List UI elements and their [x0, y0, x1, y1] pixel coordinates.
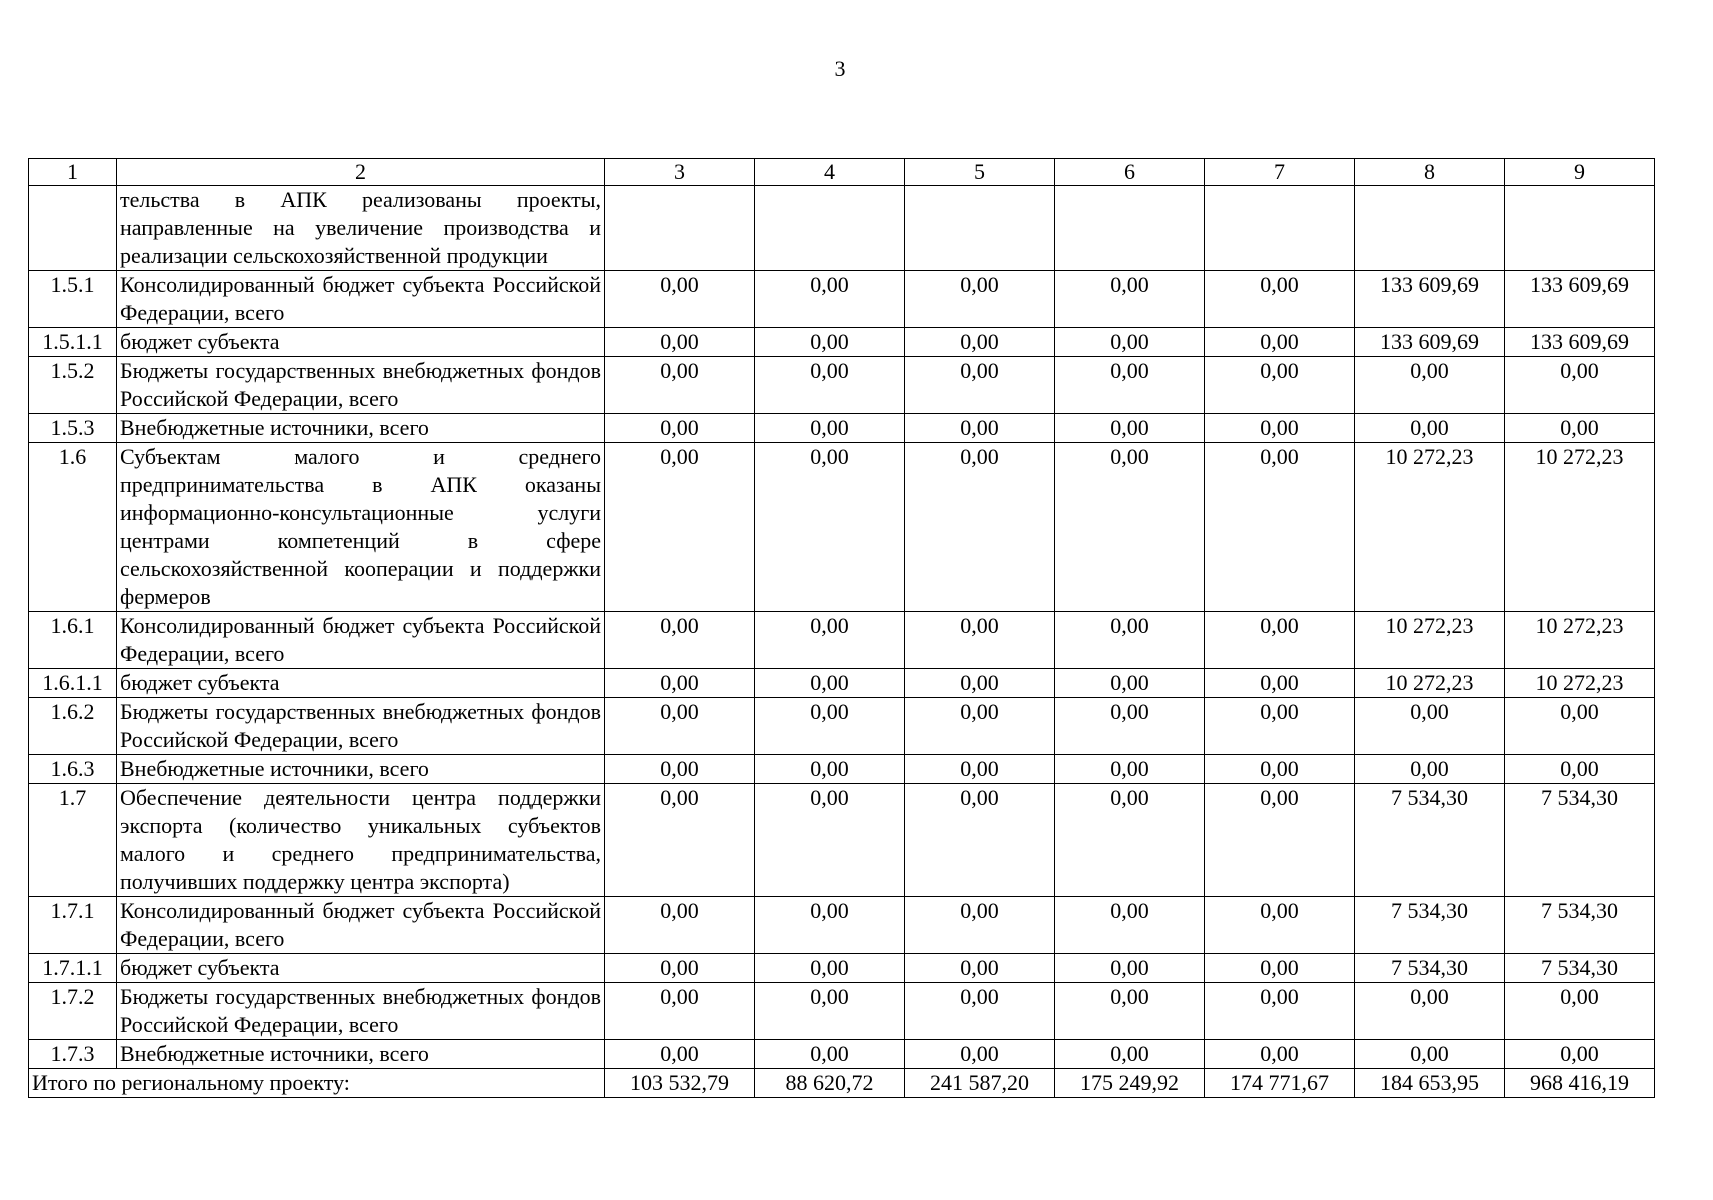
value-cell: 0,00	[755, 271, 905, 328]
value-cell: 0,00	[1055, 954, 1205, 983]
row-number-cell: 1.6.1.1	[29, 669, 117, 698]
value-cell: 133 609,69	[1505, 328, 1655, 357]
value-cell: 0,00	[905, 897, 1055, 954]
header-cell: 7	[1205, 159, 1355, 186]
value-cell: 0,00	[1055, 983, 1205, 1040]
value-cell: 0,00	[905, 443, 1055, 612]
value-cell: 0,00	[1355, 414, 1505, 443]
value-cell: 0,00	[1505, 414, 1655, 443]
header-cell: 6	[1055, 159, 1205, 186]
budget-table-body	[29, 159, 1655, 1098]
header-cell: 4	[755, 159, 905, 186]
value-cell: 0,00	[605, 897, 755, 954]
table-row	[29, 612, 1655, 669]
value-cell: 133 609,69	[1355, 328, 1505, 357]
table-row	[29, 698, 1655, 755]
row-name-cell: Субъектам малого и среднего предпринимательства в АПК оказаны информационно-консультационные услуги центрами компетенций в сфере сельскохозяйственной кооперации и поддержки фермеров	[117, 443, 605, 612]
value-cell: 0,00	[1355, 698, 1505, 755]
value-cell: 0,00	[905, 271, 1055, 328]
table-row	[29, 443, 1655, 612]
header-cell: 3	[605, 159, 755, 186]
value-cell: 10 272,23	[1505, 443, 1655, 612]
row-number-cell: 1.5.1	[29, 271, 117, 328]
value-cell: 0,00	[905, 954, 1055, 983]
table-row	[29, 328, 1655, 357]
value-cell: 0,00	[905, 1040, 1055, 1069]
value-cell: 0,00	[605, 612, 755, 669]
table-row	[29, 897, 1655, 954]
value-cell	[1055, 186, 1205, 271]
value-cell: 10 272,23	[1355, 443, 1505, 612]
value-cell: 0,00	[755, 357, 905, 414]
value-cell: 7 534,30	[1505, 784, 1655, 897]
value-cell: 7 534,30	[1505, 897, 1655, 954]
value-cell: 0,00	[755, 954, 905, 983]
row-name-cell: Внебюджетные источники, всего	[117, 1040, 605, 1069]
header-cell: 8	[1355, 159, 1505, 186]
row-number-cell: 1.5.3	[29, 414, 117, 443]
value-cell: 0,00	[755, 698, 905, 755]
value-cell: 7 534,30	[1355, 897, 1505, 954]
value-cell	[1205, 186, 1355, 271]
value-cell: 10 272,23	[1355, 612, 1505, 669]
value-cell: 0,00	[755, 414, 905, 443]
table-row	[29, 755, 1655, 784]
value-cell: 0,00	[755, 755, 905, 784]
value-cell: 0,00	[1055, 784, 1205, 897]
total-value-cell: 88 620,72	[755, 1069, 905, 1098]
value-cell: 133 609,69	[1505, 271, 1655, 328]
row-number-cell	[29, 186, 117, 271]
value-cell: 0,00	[1505, 1040, 1655, 1069]
value-cell: 0,00	[1205, 784, 1355, 897]
row-number-cell: 1.6	[29, 443, 117, 612]
row-number-cell: 1.7.2	[29, 983, 117, 1040]
value-cell: 7 534,30	[1355, 954, 1505, 983]
row-name-cell: Консолидированный бюджет субъекта Российской Федерации, всего	[117, 897, 605, 954]
value-cell: 10 272,23	[1505, 612, 1655, 669]
total-label-cell: Итого по региональному проекту:	[29, 1069, 605, 1098]
header-cell: 2	[117, 159, 605, 186]
value-cell: 0,00	[605, 755, 755, 784]
row-name-cell: тельства в АПК реализованы проекты, направленные на увеличение производства и реализации сельскохозяйственной продукции	[117, 186, 605, 271]
value-cell: 0,00	[1355, 357, 1505, 414]
row-number-cell: 1.7.3	[29, 1040, 117, 1069]
total-row	[29, 1069, 1655, 1098]
value-cell: 0,00	[605, 983, 755, 1040]
value-cell: 0,00	[755, 1040, 905, 1069]
value-cell: 0,00	[1055, 357, 1205, 414]
total-value-cell: 968 416,19	[1505, 1069, 1655, 1098]
table-row	[29, 271, 1655, 328]
value-cell	[1505, 186, 1655, 271]
value-cell: 0,00	[605, 443, 755, 612]
page-number: 3	[834, 56, 846, 81]
value-cell: 0,00	[605, 414, 755, 443]
value-cell: 0,00	[1355, 755, 1505, 784]
value-cell: 0,00	[755, 328, 905, 357]
row-name-cell: Внебюджетные источники, всего	[117, 755, 605, 784]
budget-table	[28, 158, 1655, 1098]
value-cell: 0,00	[1205, 612, 1355, 669]
value-cell: 0,00	[1505, 983, 1655, 1040]
value-cell: 0,00	[1505, 755, 1655, 784]
total-value-cell: 241 587,20	[905, 1069, 1055, 1098]
total-value-cell: 174 771,67	[1205, 1069, 1355, 1098]
row-name-cell: Консолидированный бюджет субъекта Российской Федерации, всего	[117, 612, 605, 669]
value-cell: 0,00	[905, 983, 1055, 1040]
value-cell: 0,00	[755, 983, 905, 1040]
value-cell: 0,00	[1055, 414, 1205, 443]
table-row	[29, 186, 1655, 271]
header-row	[29, 159, 1655, 186]
row-name-cell: Внебюджетные источники, всего	[117, 414, 605, 443]
value-cell: 0,00	[605, 784, 755, 897]
value-cell: 0,00	[1505, 357, 1655, 414]
header-cell: 5	[905, 159, 1055, 186]
value-cell: 0,00	[905, 784, 1055, 897]
value-cell: 0,00	[755, 612, 905, 669]
value-cell: 0,00	[1055, 755, 1205, 784]
value-cell: 0,00	[905, 755, 1055, 784]
table-row	[29, 669, 1655, 698]
value-cell: 0,00	[1055, 698, 1205, 755]
value-cell: 7 534,30	[1355, 784, 1505, 897]
value-cell: 0,00	[605, 1040, 755, 1069]
row-name-cell: Бюджеты государственных внебюджетных фондов Российской Федерации, всего	[117, 357, 605, 414]
value-cell	[605, 186, 755, 271]
value-cell: 0,00	[905, 669, 1055, 698]
header-cell: 9	[1505, 159, 1655, 186]
row-name-cell: Консолидированный бюджет субъекта Российской Федерации, всего	[117, 271, 605, 328]
value-cell: 10 272,23	[1505, 669, 1655, 698]
value-cell: 0,00	[755, 669, 905, 698]
value-cell: 0,00	[1055, 669, 1205, 698]
value-cell: 0,00	[1205, 443, 1355, 612]
value-cell: 0,00	[1205, 328, 1355, 357]
table-row	[29, 954, 1655, 983]
value-cell: 0,00	[1205, 983, 1355, 1040]
row-number-cell: 1.5.2	[29, 357, 117, 414]
value-cell: 0,00	[1205, 755, 1355, 784]
row-number-cell: 1.6.2	[29, 698, 117, 755]
value-cell: 0,00	[605, 954, 755, 983]
row-name-cell: Бюджеты государственных внебюджетных фондов Российской Федерации, всего	[117, 698, 605, 755]
value-cell: 0,00	[1055, 897, 1205, 954]
value-cell	[1355, 186, 1505, 271]
table-row	[29, 1040, 1655, 1069]
value-cell: 7 534,30	[1505, 954, 1655, 983]
value-cell: 0,00	[1055, 271, 1205, 328]
value-cell: 0,00	[1205, 357, 1355, 414]
row-number-cell: 1.6.3	[29, 755, 117, 784]
row-number-cell: 1.6.1	[29, 612, 117, 669]
row-name-cell: Бюджеты государственных внебюджетных фондов Российской Федерации, всего	[117, 983, 605, 1040]
value-cell: 0,00	[905, 357, 1055, 414]
row-number-cell: 1.7.1.1	[29, 954, 117, 983]
value-cell: 0,00	[905, 612, 1055, 669]
total-value-cell: 175 249,92	[1055, 1069, 1205, 1098]
value-cell: 133 609,69	[1355, 271, 1505, 328]
row-number-cell: 1.5.1.1	[29, 328, 117, 357]
value-cell: 0,00	[1055, 328, 1205, 357]
table-row	[29, 357, 1655, 414]
value-cell: 0,00	[1205, 271, 1355, 328]
value-cell: 0,00	[1205, 669, 1355, 698]
value-cell: 0,00	[1355, 1040, 1505, 1069]
value-cell: 0,00	[905, 698, 1055, 755]
value-cell: 0,00	[1205, 897, 1355, 954]
value-cell: 0,00	[605, 328, 755, 357]
value-cell: 0,00	[905, 328, 1055, 357]
value-cell: 10 272,23	[1355, 669, 1505, 698]
value-cell: 0,00	[1205, 954, 1355, 983]
value-cell: 0,00	[1055, 612, 1205, 669]
total-value-cell: 184 653,95	[1355, 1069, 1505, 1098]
row-name-cell: бюджет субъекта	[117, 328, 605, 357]
value-cell: 0,00	[605, 271, 755, 328]
value-cell	[905, 186, 1055, 271]
row-number-cell: 1.7	[29, 784, 117, 897]
value-cell: 0,00	[755, 897, 905, 954]
value-cell: 0,00	[1055, 443, 1205, 612]
value-cell: 0,00	[1205, 698, 1355, 755]
table-row	[29, 414, 1655, 443]
row-name-cell: бюджет субъекта	[117, 669, 605, 698]
value-cell: 0,00	[605, 669, 755, 698]
value-cell: 0,00	[1355, 983, 1505, 1040]
total-value-cell: 103 532,79	[605, 1069, 755, 1098]
value-cell: 0,00	[1205, 1040, 1355, 1069]
value-cell: 0,00	[755, 784, 905, 897]
row-name-cell: бюджет субъекта	[117, 954, 605, 983]
row-name-cell: Обеспечение деятельности центра поддержки экспорта (количество уникальных субъектов малого и среднего предпринимательства, получивших поддержку центра экспорта)	[117, 784, 605, 897]
value-cell: 0,00	[605, 698, 755, 755]
value-cell: 0,00	[905, 414, 1055, 443]
value-cell: 0,00	[605, 357, 755, 414]
value-cell	[755, 186, 905, 271]
value-cell: 0,00	[1205, 414, 1355, 443]
header-cell: 1	[29, 159, 117, 186]
table-row	[29, 983, 1655, 1040]
table-row	[29, 784, 1655, 897]
value-cell: 0,00	[1055, 1040, 1205, 1069]
value-cell: 0,00	[755, 443, 905, 612]
value-cell: 0,00	[1505, 698, 1655, 755]
row-number-cell: 1.7.1	[29, 897, 117, 954]
